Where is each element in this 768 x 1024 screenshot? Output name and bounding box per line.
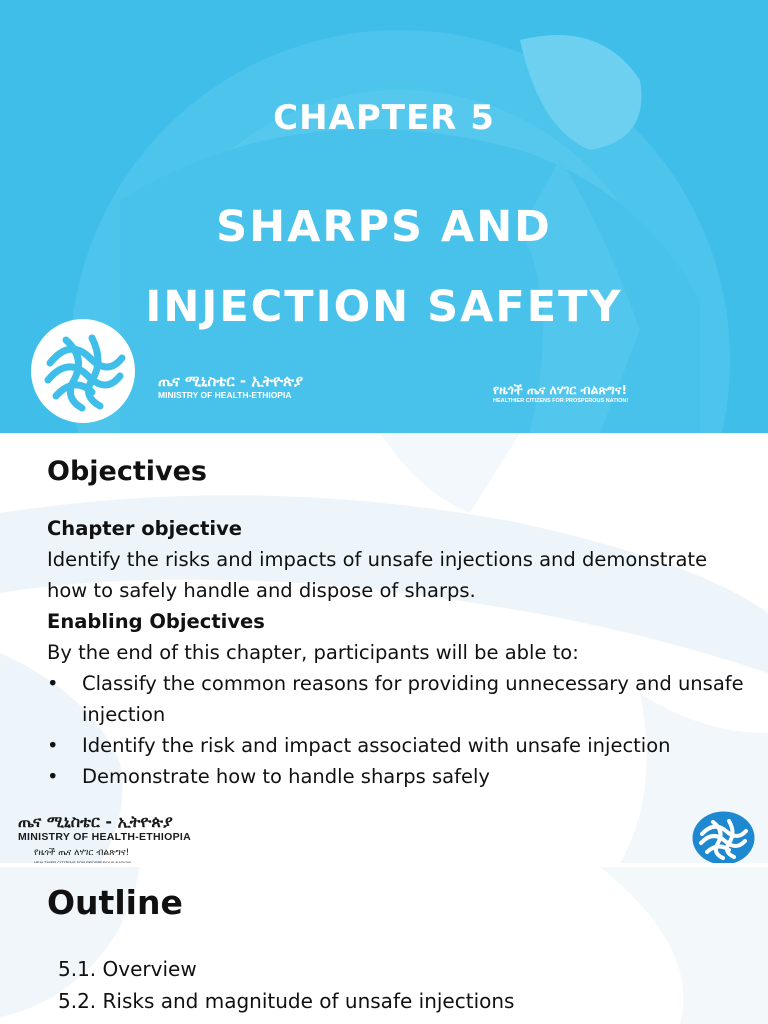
bullet-icon: • [47, 672, 59, 695]
ministry-name-amharic: ጤና ሚኒስቴር - ኢትዮጵያ [18, 812, 173, 831]
slogan [493, 382, 628, 405]
chapter-objective-text: Identify the risks and impacts of unsafe injections and demonstrate how to safely handle and dispose of sharps. [47, 548, 708, 602]
ministry-name-english: MINISTRY OF HEALTH-ETHIOPIA [18, 831, 191, 843]
list-item: 5.2. Risks and magnitude of unsafe injections [58, 989, 515, 1013]
bullet-icon: • [47, 734, 59, 757]
list-item-text: Demonstrate how to handle sharps safely [82, 765, 490, 788]
ministry-logo-icon [692, 811, 755, 863]
slogan-english: HEALTHIER CITIZENS FOR PROSPEROUS NATION! [34, 860, 132, 863]
slogan-amharic: የዜጎች ጤና ለሃገር ብልጽግና! [34, 848, 130, 858]
chapter-title-line2: INJECTION SAFETY [145, 282, 623, 332]
list-item: 5.1. Overview [58, 957, 197, 981]
list-item [47, 668, 747, 730]
ministry-name-amharic: ጤና ሚኒስቴር - ኢትዮጵያ [158, 372, 304, 390]
slogan-amharic: የዜጎች ጤና ለሃገር ብልጽግና! [493, 382, 628, 397]
chapter-number: CHAPTER 5 [273, 98, 495, 138]
bullet-icon: • [47, 765, 59, 788]
slide-heading: Objectives [47, 456, 207, 487]
outline-slide [0, 867, 768, 1024]
ministry-logo-icon [30, 318, 136, 424]
ministry-wordmark [158, 373, 303, 401]
ministry-wordmark [18, 813, 191, 863]
enabling-objectives-intro: By the end of this chapter, participants will be able to: [47, 641, 579, 664]
list-item [47, 761, 747, 792]
list-item-text: Classify the common reasons for providing unnecessary and unsafe injection [82, 672, 744, 726]
enabling-objectives-label: Enabling Objectives [47, 610, 265, 633]
outline-list [58, 953, 514, 1017]
slide-heading: Outline [47, 883, 183, 922]
objectives-slide [0, 433, 768, 863]
list-item-text: Identify the risk and impact associated with unsafe injection [82, 734, 671, 757]
chapter-objective-label: Chapter objective [47, 517, 243, 540]
objectives-body [47, 513, 747, 792]
ministry-name-english: MINISTRY OF HEALTH-ETHIOPIA [158, 390, 292, 400]
slogan-english: HEALTHIER CITIZENS FOR PROSPEROUS NATION! [493, 398, 629, 404]
chapter-title-line1: SHARPS AND [216, 202, 552, 252]
title-slide [0, 0, 768, 433]
list-item [47, 730, 747, 761]
